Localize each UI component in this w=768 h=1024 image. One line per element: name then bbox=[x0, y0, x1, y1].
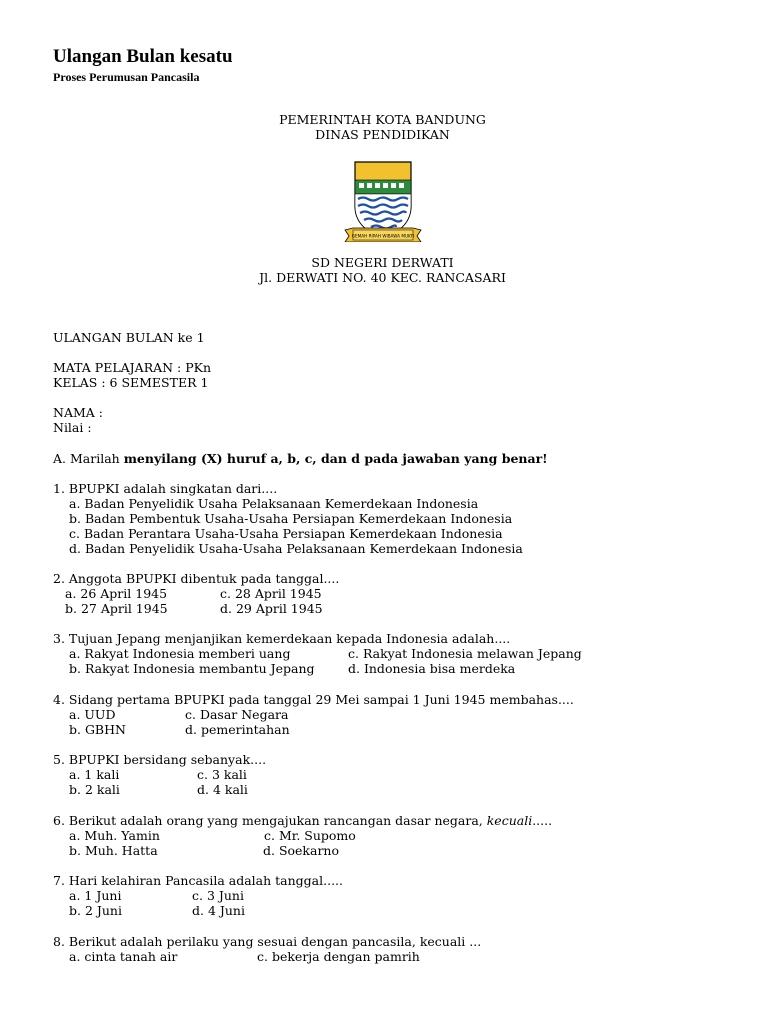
exam-title: ULANGAN BULAN ke 1 bbox=[53, 330, 205, 345]
instruction-bold: menyilang (X) huruf a, b, c, dan d pada jawaban yang benar! bbox=[123, 451, 548, 466]
question-6 bbox=[53, 813, 552, 828]
question-7-option-d[interactable]: d. 4 Juni bbox=[192, 903, 245, 918]
question-3-option-b[interactable]: b. Rakyat Indonesia membantu Jepang bbox=[69, 661, 315, 676]
question-7-option-b[interactable]: b. 2 Juni bbox=[69, 903, 122, 918]
question-6-option-d[interactable]: d. Soekarno bbox=[263, 843, 340, 858]
question-8-option-a[interactable]: a. cinta tanah air bbox=[69, 949, 178, 964]
question-1-option-c[interactable]: c. Badan Perantara Usaha-Usaha Persiapan Kemerdekaan Indonesia bbox=[69, 526, 503, 541]
question-6-ellipsis: ..... bbox=[532, 813, 553, 828]
question-1: 1. BPUPKI adalah singkatan dari.... bbox=[53, 481, 278, 496]
question-5-option-b[interactable]: b. 2 kali bbox=[69, 782, 120, 797]
question-5-option-d[interactable]: d. 4 kali bbox=[197, 782, 248, 797]
question-4: 4. Sidang pertama BPUPKI pada tanggal 29 Mei sampai 1 Juni 1945 membahas.... bbox=[53, 692, 574, 707]
question-6-option-b[interactable]: b. Muh. Hatta bbox=[69, 843, 158, 858]
school-address: Jl. DERWATI NO. 40 KEC. RANCASARI bbox=[259, 270, 506, 285]
bandung-emblem-icon bbox=[343, 158, 441, 242]
question-5-option-a[interactable]: a. 1 kali bbox=[69, 767, 120, 782]
instruction-prefix: A. Marilah bbox=[53, 451, 124, 466]
question-4-option-b[interactable]: b. GBHN bbox=[69, 722, 126, 737]
question-7-option-c[interactable]: c. 3 Juni bbox=[192, 888, 244, 903]
question-3-option-c[interactable]: c. Rakyat Indonesia melawan Jepang bbox=[348, 646, 582, 661]
question-6-option-c[interactable]: c. Mr. Supomo bbox=[264, 828, 356, 843]
student-name-field[interactable]: NAMA : bbox=[53, 405, 103, 420]
instruction bbox=[53, 451, 548, 466]
question-2-option-c[interactable]: c. 28 April 1945 bbox=[220, 586, 322, 601]
agency-department: DINAS PENDIDIKAN bbox=[315, 127, 450, 142]
question-3-option-a[interactable]: a. Rakyat Indonesia memberi uang bbox=[69, 646, 291, 661]
question-2-option-b[interactable]: b. 27 April 1945 bbox=[65, 601, 168, 616]
question-7: 7. Hari kelahiran Pancasila adalah tanggal..... bbox=[53, 873, 343, 888]
question-7-option-a[interactable]: a. 1 Juni bbox=[69, 888, 122, 903]
question-4-option-a[interactable]: a. UUD bbox=[69, 707, 116, 722]
exam-class: KELAS : 6 SEMESTER 1 bbox=[53, 375, 209, 390]
page-title: Ulangan Bulan kesatu bbox=[53, 46, 233, 67]
question-8-option-c[interactable]: c. bekerja dengan pamrih bbox=[257, 949, 420, 964]
score-field[interactable]: Nilai : bbox=[53, 420, 92, 435]
question-6-option-a[interactable]: a. Muh. Yamin bbox=[69, 828, 160, 843]
question-4-option-c[interactable]: c. Dasar Negara bbox=[185, 707, 289, 722]
question-6-emphasis: kecuali bbox=[486, 813, 533, 828]
question-5-option-c[interactable]: c. 3 kali bbox=[197, 767, 247, 782]
question-2-option-d[interactable]: d. 29 April 1945 bbox=[220, 601, 323, 616]
question-3-option-d[interactable]: d. Indonesia bisa merdeka bbox=[348, 661, 516, 676]
question-3: 3. Tujuan Jepang menjanjikan kemerdekaan kepada Indonesia adalah.... bbox=[53, 631, 511, 646]
exam-subject: MATA PELAJARAN : PKn bbox=[53, 360, 212, 375]
school-name: SD NEGERI DERWATI bbox=[311, 255, 454, 270]
question-4-option-d[interactable]: d. pemerintahan bbox=[185, 722, 290, 737]
emblem-motto: GEMAH RIPAH WIBAWA MUKTI bbox=[351, 233, 415, 239]
page-subtitle: Proses Perumusan Pancasila bbox=[53, 70, 200, 84]
question-6-text: 6. Berikut adalah orang yang mengajukan rancangan dasar negara, bbox=[53, 813, 487, 828]
question-1-option-b[interactable]: b. Badan Pembentuk Usaha-Usaha Persiapan Kemerdekaan Indonesia bbox=[69, 511, 513, 526]
question-8: 8. Berikut adalah perilaku yang sesuai dengan pancasila, kecuali ... bbox=[53, 934, 482, 949]
question-5: 5. BPUPKI bersidang sebanyak.... bbox=[53, 752, 267, 767]
question-1-option-d[interactable]: d. Badan Penyelidik Usaha-Usaha Pelaksanaan Kemerdekaan Indonesia bbox=[69, 541, 523, 556]
question-1-option-a[interactable]: a. Badan Penyelidik Usaha Pelaksanaan Kemerdekaan Indonesia bbox=[69, 496, 479, 511]
question-2: 2. Anggota BPUPKI dibentuk pada tanggal.... bbox=[53, 571, 340, 586]
question-2-option-a[interactable]: a. 26 April 1945 bbox=[65, 586, 168, 601]
agency-name: PEMERINTAH KOTA BANDUNG bbox=[279, 112, 486, 127]
